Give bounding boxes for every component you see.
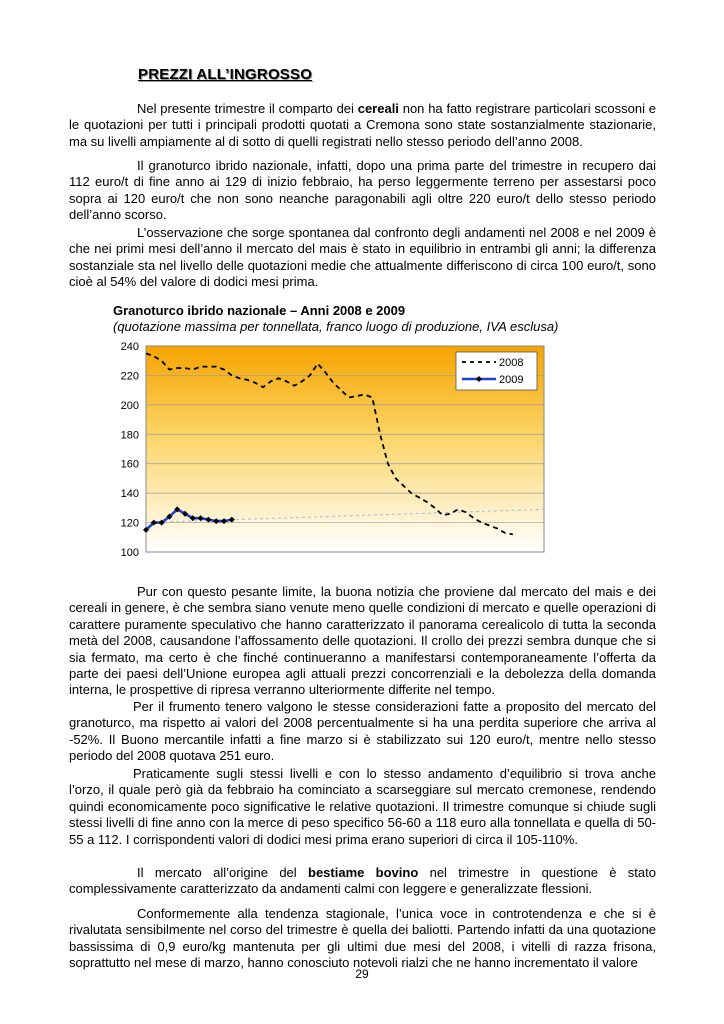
paragraph-buona-notizia [69, 584, 656, 699]
y-tick-label: 200 [120, 399, 139, 412]
section-title: PREZZI ALL’INGROSSO [138, 66, 313, 83]
chart-caption [113, 303, 558, 335]
page-number: 29 [355, 967, 369, 981]
legend [456, 352, 537, 390]
paragraph-osservazione [69, 225, 656, 291]
legend-2008-label: 2008 [499, 357, 524, 369]
y-tick-label: 220 [120, 370, 139, 383]
chart-title: Granoturco ibrido nazionale – Anni 2008 e 2009 [113, 303, 406, 318]
paragraph-frumento [69, 699, 656, 765]
p7-text-before: Il mercato all’origine del [137, 865, 308, 880]
y-tick-label: 140 [120, 488, 139, 501]
p7-bold-term: bestiame bovino [308, 865, 419, 880]
p1-text-before: Nel presente trimestre il comparto dei [137, 101, 358, 116]
paragraph-granoturco [69, 158, 656, 224]
paragraph-bestiame [69, 865, 656, 898]
paragraph-orzo [69, 766, 656, 848]
y-tick-label: 160 [120, 458, 139, 471]
p5-text: Per il frumento tenero valgono le stesse considerazioni fatte a proposito del mercato del granoturco, ma rispetto ai valori del 2008 percentualmente si ha una perdita superiore che arriva al -52%. Il Buono mercantile infatti a fine marzo si è stabilizzato sui 120 euro/t, mentre nello stesso periodo del 2008 quotava 251 euro. [69, 699, 656, 764]
p7-text-after: nel trimestre in questione è stato complessivamente caratterizzato da andamenti calmi con leggere e generalizzate flessioni. [69, 865, 656, 897]
p4-text: Pur con questo pesante limite, la buona notizia che proviene dal mercato del mais e dei cereali in genere, è che sembra siano venute meno quelle condizioni di mercato e quelle operazioni di carattere puramente speculativo che hanno caratterizzato il panorama cerealicolo di tutta la seconda metà del 2008, causandone l’affossamento delle quotazioni. Il crollo dei prezzi sembra dunque che si sia fermato, ma certo è che finché continueranno a manifestarsi contemporaneamente l’offerta da parte dei paesi dell’Unione europea agli attuali prezzi concorrenziali e la debolezza della domanda interna, le prospettive di ripresa verranno ulteriormente differite nel tempo. [69, 584, 656, 698]
paragraph-baliotti [69, 906, 656, 972]
y-tick-label: 180 [120, 429, 139, 442]
p8-text: Conformemente alla tendenza stagionale, l’unica voce in controtendenza e che si è rivalutata sensibilmente nel corso del trimestre è quella dei baliotti. Partendo infatti da una quotazione bassissima di 0,9 euro/kg mantenuta per gli ultimi due mesi del 2008, i vitelli di razza frisona, soprattutto nel mese di marzo, hanno conosciuto notevoli rialzi che ne hanno incrementato il valore [69, 906, 656, 971]
paragraph-cereali [69, 101, 656, 150]
chart-subtitle: (quotazione massima per tonnellata, franco luogo di produzione, IVA esclusa) [113, 319, 559, 334]
p1-text-after: non ha fatto registrare particolari scossoni e le quotazioni per tutti i principali prodotti quotati a Cremona sono state sostanzialmente stazionarie, ma su livelli ampiamente al di sotto di quelli registrati nello stesso periodo dell’anno 2008. [69, 101, 656, 149]
y-axis-ticks [121, 341, 139, 559]
p6-text: Praticamente sugli stessi livelli e con lo stesso andamento d’equilibrio si trova anche l’orzo, il quale però già da febbraio ha cominciato a scarseggiare sul mercato cremonese, rendendo quindi economicamente poco significative le relative quotazioni. Il trimestre comunque si chiude sugli stessi livelli di fine anno con la merce di peso specifico 56-60 a 118 euro alla tonnellata e quella di 50-55 a 112. I corrispondenti valori di dodici mesi prima erano superiori di circa il 105-110%. [69, 766, 656, 847]
y-tick-label: 100 [120, 547, 139, 559]
y-tick-label: 240 [120, 341, 139, 353]
p1-bold-term: cereali [357, 101, 399, 116]
p3-text: L’osservazione che sorge spontanea dal confronto degli andamenti nel 2008 e nel 2009 è che nei primi mesi dell’anno il mercato del mais è stato in equilibrio in entrambi gli anni; la differenza sostanziale sta nel livello delle quotazioni medie che attualmente differiscono di circa 100 euro/t, sono cioè al 54% del valore di dodici mesi prima. [69, 225, 656, 290]
legend-box [456, 352, 537, 390]
p2-text: Il granoturco ibrido nazionale, infatti, dopo una prima parte del trimestre in recupero dai 112 euro/t di fine anno ai 129 di inizio febbraio, ha perso leggermente terreno per assestarsi poco sopra ai 120 euro/t che non sono neanche paragonabili agli oltre 220 euro/t dello stesso periodo dell’anno scorso. [69, 158, 656, 223]
legend-2009-label: 2009 [499, 374, 524, 386]
y-tick-label: 120 [120, 517, 139, 530]
price-line-chart [100, 335, 560, 563]
